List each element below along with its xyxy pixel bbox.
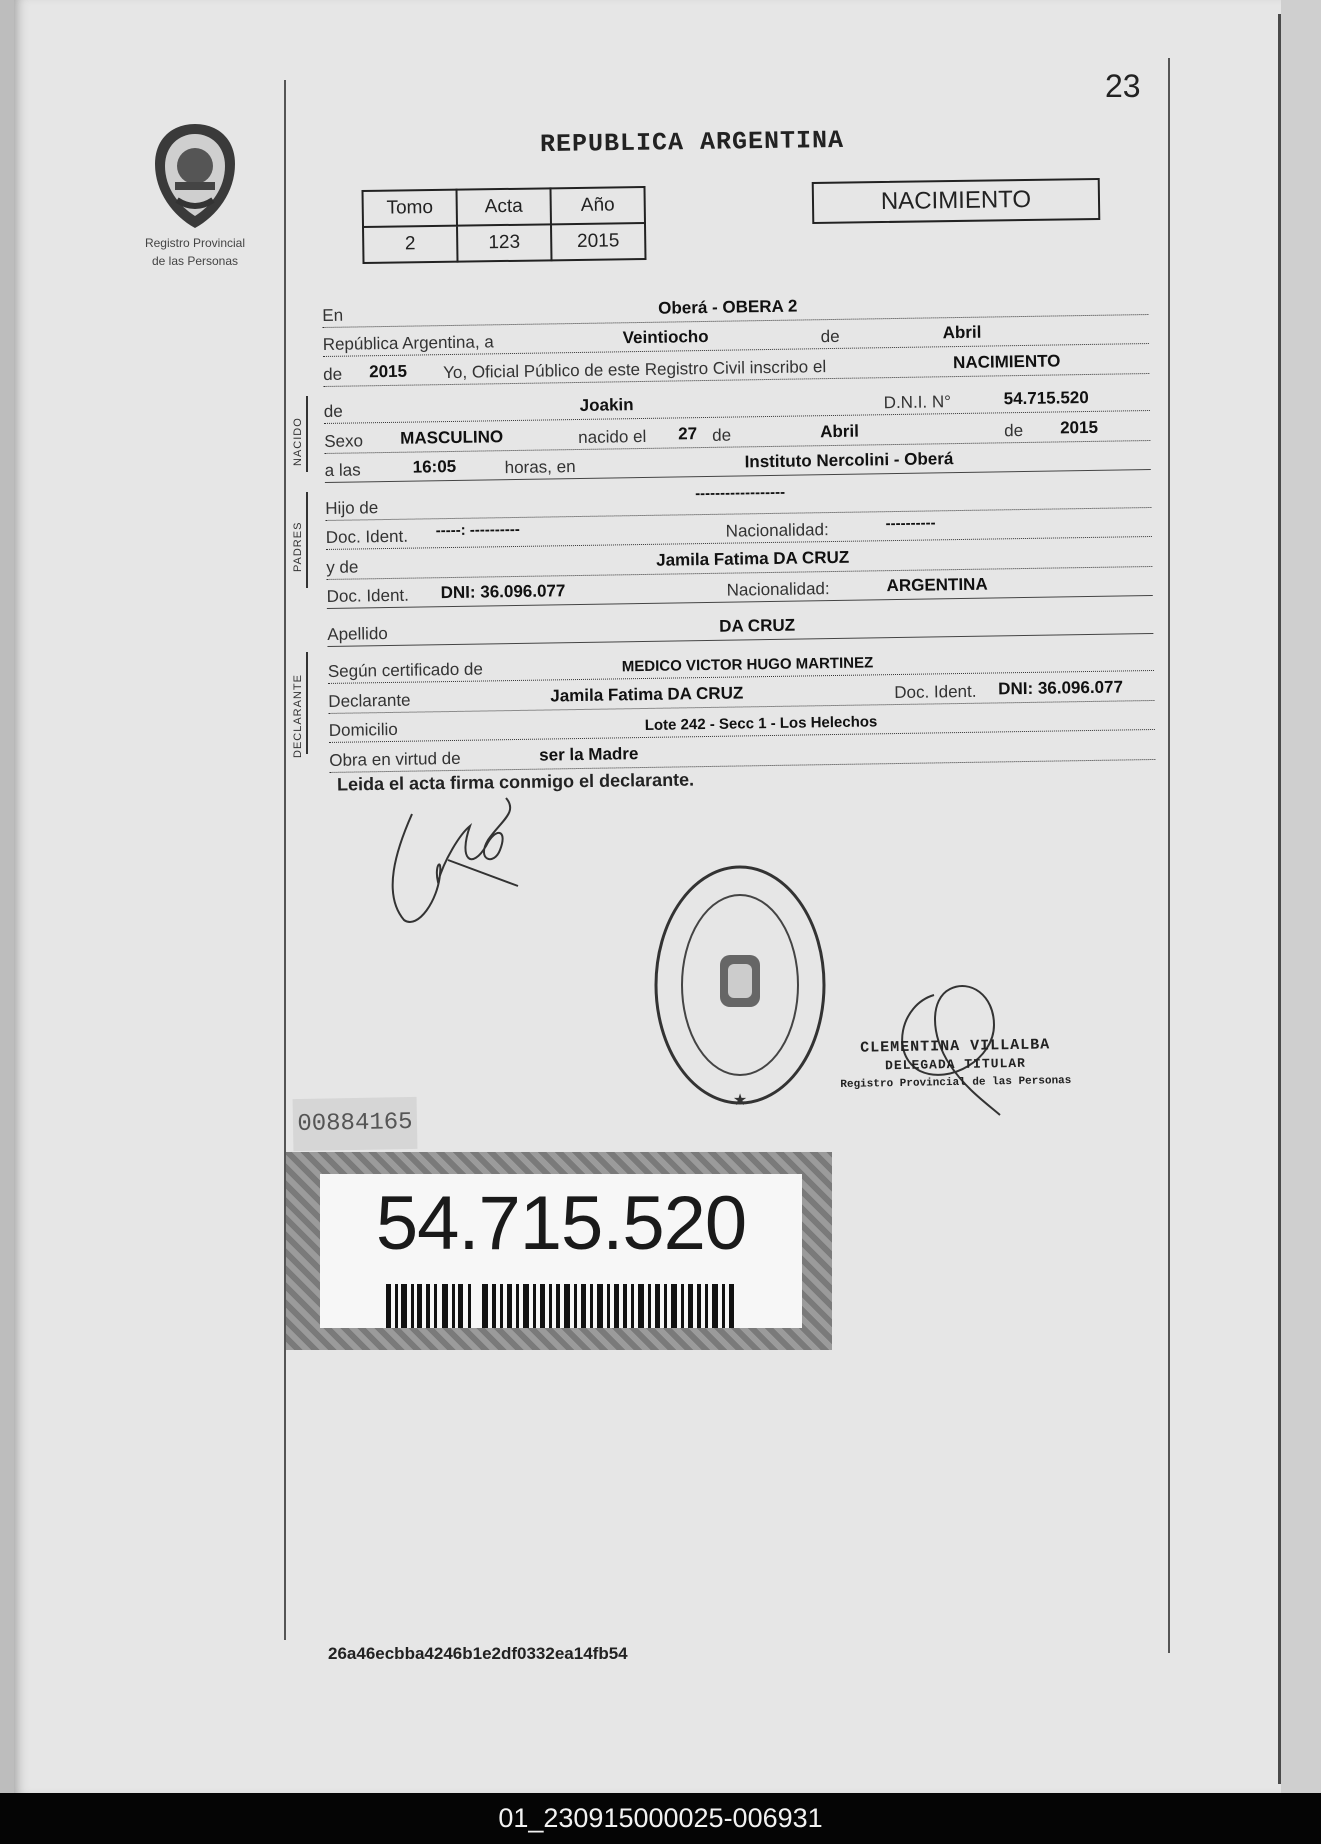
child-dni-value: 54.715.520 bbox=[1003, 387, 1089, 409]
registrar-name: CLEMENTINA VILLALBA bbox=[860, 1036, 1051, 1057]
day-words-value: Veintiocho bbox=[622, 326, 709, 348]
hijo-label: Hijo de bbox=[325, 497, 379, 518]
declarant-value: Jamila Fatima DA CRUZ bbox=[550, 682, 744, 705]
barcode bbox=[386, 1284, 736, 1328]
en-label: En bbox=[322, 305, 344, 325]
de-label: de bbox=[712, 425, 732, 445]
de-label: de bbox=[323, 401, 343, 421]
dni-label-inner bbox=[320, 1174, 802, 1328]
dni-label-number: 54.715.520 bbox=[375, 1181, 747, 1266]
declarante-label: Declarante bbox=[328, 690, 411, 711]
mother-doc-value: DNI: 36.096.077 bbox=[440, 581, 566, 603]
page-right-edge bbox=[1281, 0, 1321, 1793]
certificado-label: Según certificado de bbox=[327, 659, 483, 681]
declarant-doc-value: DNI: 36.096.077 bbox=[998, 676, 1124, 698]
birth-time-value: 16:05 bbox=[412, 456, 457, 477]
record-table bbox=[361, 186, 646, 264]
dni-label: D.N.I. N° bbox=[883, 392, 952, 413]
doc-ident-label: Doc. Ident. bbox=[325, 526, 409, 547]
record-header-acta: Acta bbox=[457, 188, 551, 225]
obra-label: Obra en virtud de bbox=[329, 748, 461, 770]
sex-value: MASCULINO bbox=[400, 426, 504, 448]
apellido-label: Apellido bbox=[327, 623, 388, 644]
serial-tag: 00884165 bbox=[293, 1097, 418, 1151]
father-doc-value: -----: ---------- bbox=[435, 520, 520, 540]
declarant-signature bbox=[378, 790, 528, 930]
footer-id-bar bbox=[0, 1793, 1321, 1844]
record-header-anio: Año bbox=[550, 187, 644, 224]
father-nationality-value: ---------- bbox=[885, 514, 936, 533]
seal-caption-line1: Registro Provincial bbox=[144, 236, 246, 250]
margin-line-left bbox=[284, 80, 286, 1640]
registrar-role: DELEGADA TITULAR bbox=[884, 1055, 1027, 1074]
de-label: de bbox=[1004, 420, 1024, 440]
document-page bbox=[14, 0, 1284, 1793]
location-value: Oberá - OBERA 2 bbox=[658, 296, 798, 318]
signature-statement: Leida el acta firma conmigo el declarante. bbox=[336, 769, 695, 795]
official-stamp bbox=[650, 860, 830, 1110]
document-hash: 26a46ecbba4246b1e2df0332ea14fb54 bbox=[328, 1644, 628, 1663]
birth-day-value: 27 bbox=[678, 423, 698, 443]
father-name-value: ------------------ bbox=[694, 483, 786, 502]
yde-label: y de bbox=[326, 556, 359, 577]
registrar-block bbox=[840, 1036, 1072, 1094]
registry-seal bbox=[120, 120, 270, 268]
section-label-declarante: DECLARANTE bbox=[292, 674, 304, 758]
de-label: de bbox=[820, 326, 840, 347]
de-label: de bbox=[323, 364, 343, 384]
oficial-text: Yo, Oficial Público de este Registro Civil inscribo el bbox=[443, 356, 827, 382]
page-number: 23 bbox=[1105, 68, 1141, 104]
certifier-value: MEDICO VICTOR HUGO MARTINEZ bbox=[621, 654, 874, 676]
dni-security-label bbox=[286, 1152, 832, 1350]
birth-month-value: Abril bbox=[820, 421, 860, 441]
birth-place-value: Instituto Nercolini - Oberá bbox=[744, 449, 954, 472]
act-inscribed-value: NACIMIENTO bbox=[952, 350, 1061, 372]
record-value-acta: 123 bbox=[457, 224, 551, 261]
record-value-tomo: 2 bbox=[363, 226, 457, 263]
svg-text:★: ★ bbox=[732, 1092, 748, 1109]
address-value: Lote 242 - Secc 1 - Los Helechos bbox=[644, 713, 878, 734]
page-left-shadow bbox=[0, 0, 14, 1793]
registrar-office: Registro Provincial de las Personas bbox=[840, 1074, 1072, 1092]
footer-id: 01_230915000025-006931 bbox=[498, 1803, 823, 1833]
birth-record-form bbox=[322, 285, 1155, 772]
reg-year-value: 2015 bbox=[369, 361, 408, 381]
section-bar-nacido bbox=[306, 396, 308, 472]
record-header-tomo: Tomo bbox=[363, 190, 457, 227]
nacionalidad-label: Nacionalidad: bbox=[725, 520, 829, 541]
section-bar-padres bbox=[306, 492, 308, 588]
province-coat-of-arms-icon bbox=[147, 120, 243, 232]
surname-value: DA CRUZ bbox=[719, 615, 796, 636]
horas-label: horas, en bbox=[504, 457, 576, 478]
section-label-nacido: NACIDO bbox=[292, 417, 304, 466]
margin-line-right bbox=[1168, 58, 1170, 1653]
mother-nationality-value: ARGENTINA bbox=[886, 574, 988, 596]
seal-caption-line2: de las Personas bbox=[151, 254, 239, 268]
reg-month-value: Abril bbox=[942, 322, 982, 343]
document-title: REPUBLICA ARGENTINA bbox=[539, 125, 845, 160]
birth-year-value: 2015 bbox=[1059, 417, 1099, 437]
record-value-anio: 2015 bbox=[551, 223, 645, 260]
nacionalidad-label: Nacionalidad: bbox=[726, 579, 830, 600]
child-name-value: Joakin bbox=[579, 395, 634, 415]
section-label-padres: PADRES bbox=[292, 521, 304, 572]
nacido-label: nacido el bbox=[578, 426, 647, 447]
mother-name-value: Jamila Fatima DA CRUZ bbox=[656, 547, 850, 570]
doc-ident-label: Doc. Ident. bbox=[894, 681, 977, 702]
act-type-box: NACIMIENTO bbox=[812, 178, 1101, 224]
alas-label: a las bbox=[324, 460, 361, 480]
capacity-value: ser la Madre bbox=[539, 743, 639, 765]
republica-label: República Argentina, a bbox=[322, 332, 494, 354]
sexo-label: Sexo bbox=[324, 430, 364, 451]
domicilio-label: Domicilio bbox=[328, 719, 398, 740]
section-bar-declarante bbox=[306, 652, 308, 754]
doc-ident-label: Doc. Ident. bbox=[326, 585, 410, 606]
